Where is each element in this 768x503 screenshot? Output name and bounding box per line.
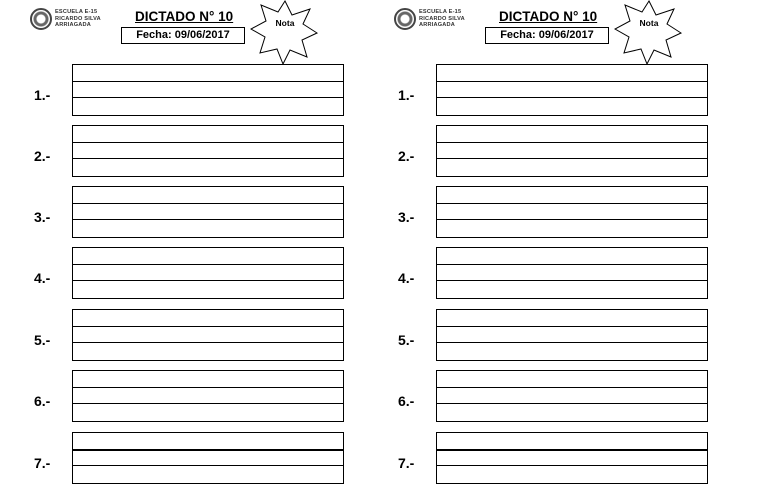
star-icon bbox=[250, 0, 320, 64]
grade-label: Nota bbox=[275, 18, 295, 28]
writing-lines[interactable] bbox=[72, 247, 344, 299]
row-number: 6.- bbox=[34, 393, 51, 409]
answer-row bbox=[28, 247, 388, 299]
school-name bbox=[419, 9, 465, 29]
answer-row bbox=[28, 64, 388, 116]
row-number: 7.- bbox=[398, 455, 415, 471]
school-name-line1: ESCUELA E-15 bbox=[419, 9, 462, 15]
row-number: 5.- bbox=[398, 332, 415, 348]
answer-row bbox=[28, 432, 388, 484]
grade-star bbox=[614, 0, 684, 64]
writing-lines[interactable] bbox=[72, 370, 344, 422]
writing-lines[interactable] bbox=[436, 432, 708, 484]
school-seal-icon bbox=[30, 8, 52, 30]
answer-row bbox=[28, 309, 388, 361]
writing-lines[interactable] bbox=[436, 309, 708, 361]
answer-row bbox=[28, 125, 388, 177]
answer-row bbox=[392, 309, 752, 361]
answer-row bbox=[28, 370, 388, 422]
school-name-line3: ARRIAGADA bbox=[419, 22, 455, 28]
row-number: 1.- bbox=[34, 87, 51, 103]
school-logo bbox=[394, 7, 484, 33]
school-name-line2: RICARDO SILVA bbox=[419, 15, 465, 22]
page-title: DICTADO N° 10 bbox=[135, 9, 234, 24]
row-number: 2.- bbox=[34, 148, 51, 164]
writing-lines[interactable] bbox=[72, 309, 344, 361]
writing-lines[interactable] bbox=[72, 186, 344, 238]
school-logo bbox=[30, 7, 120, 33]
row-number: 1.- bbox=[398, 87, 415, 103]
answer-row bbox=[392, 125, 752, 177]
row-number: 5.- bbox=[34, 332, 51, 348]
grade-label: Nota bbox=[639, 18, 659, 28]
answer-row bbox=[392, 186, 752, 238]
school-name-line2: RICARDO SILVA bbox=[55, 15, 101, 22]
row-number: 4.- bbox=[398, 270, 415, 286]
row-number: 3.- bbox=[398, 209, 415, 225]
writing-lines[interactable] bbox=[436, 186, 708, 238]
row-number: 7.- bbox=[34, 455, 51, 471]
row-number: 2.- bbox=[398, 148, 415, 164]
school-seal-icon bbox=[394, 8, 416, 30]
dictation-sheet-left bbox=[28, 0, 388, 503]
date-box: Fecha: 09/06/2017 bbox=[121, 27, 245, 44]
school-name bbox=[55, 9, 101, 29]
star-icon bbox=[614, 0, 684, 64]
writing-lines[interactable] bbox=[72, 432, 344, 484]
answer-row bbox=[392, 432, 752, 484]
answer-row bbox=[392, 247, 752, 299]
date-box: Fecha: 09/06/2017 bbox=[485, 27, 609, 44]
answer-row bbox=[28, 186, 388, 238]
writing-lines[interactable] bbox=[72, 64, 344, 116]
writing-lines[interactable] bbox=[436, 125, 708, 177]
row-number: 3.- bbox=[34, 209, 51, 225]
writing-lines[interactable] bbox=[436, 64, 708, 116]
dictation-sheet-right bbox=[392, 0, 752, 503]
answer-row bbox=[392, 64, 752, 116]
row-number: 6.- bbox=[398, 393, 415, 409]
row-number: 4.- bbox=[34, 270, 51, 286]
grade-star bbox=[250, 0, 320, 64]
school-name-line3: ARRIAGADA bbox=[55, 22, 91, 28]
answer-row bbox=[392, 370, 752, 422]
writing-lines[interactable] bbox=[436, 370, 708, 422]
writing-lines[interactable] bbox=[436, 247, 708, 299]
page-title: DICTADO N° 10 bbox=[499, 9, 598, 24]
school-name-line1: ESCUELA E-15 bbox=[55, 9, 98, 15]
writing-lines[interactable] bbox=[72, 125, 344, 177]
